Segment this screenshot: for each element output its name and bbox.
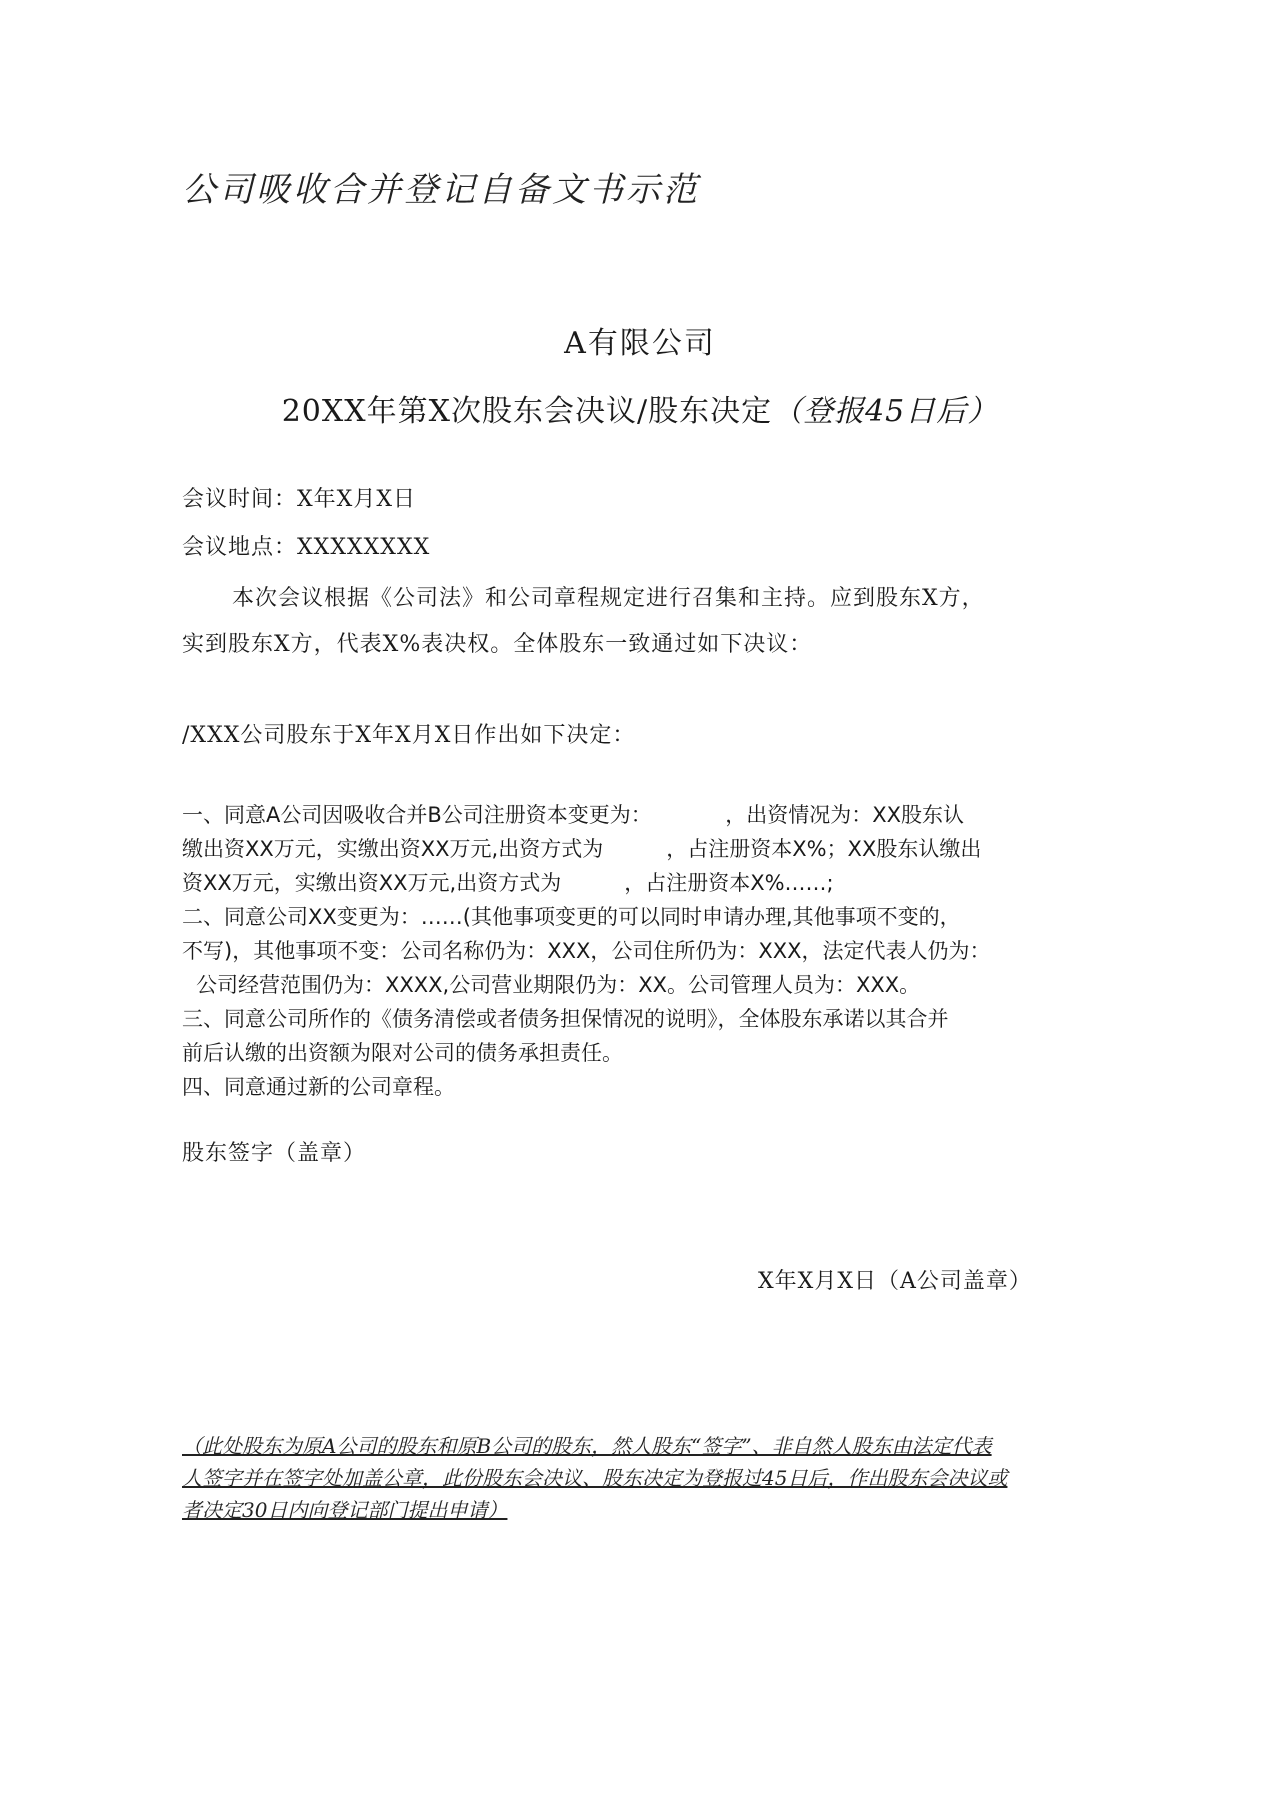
page-header-title: 公司吸收合并登记自备文书示范: [182, 170, 700, 210]
intro-line: 本次会议根据《公司法》和公司章程规定进行召集和主持。应到股东X方，: [232, 586, 985, 611]
resolution-title-text: 20XX年第X次股东会决议/股东决定: [281, 394, 773, 429]
resolution-items: [182, 798, 1122, 1104]
resolution-title: [0, 386, 1280, 430]
shareholder-signature-label: 股东签字（盖章）: [182, 1141, 367, 1166]
meeting-time: 会议时间：X年X月X日: [182, 487, 416, 512]
resolution-item-line: 二、同意公司XX变更为：……(其他事项变更的可以同时申请办理,其他事项不变的，: [182, 905, 961, 929]
footnote: [182, 1430, 1122, 1526]
resolution-item-line: 公司经营范围仍为：XXXX,公司营业期限仍为：XX。公司管理人员为：XXX。: [196, 973, 921, 997]
resolution-item-line: 资XX万元，实缴出资XX万元,出资方式为 ，占注册资本X%……;: [182, 871, 834, 895]
intro-paragraph: [182, 576, 1082, 668]
footnote-line: （此处股东为原A公司的股东和原B公司的股东，然人股东“签字”、非自然人股东由法定代表: [182, 1434, 992, 1458]
resolution-item-line: 前后认缴的出资额为限对公司的债务承担责任。: [182, 1041, 623, 1065]
footnote-line: 人签字并在签字处加盖公章，此份股东会决议、股东决定为登报过45日后，作出股东会决议或: [182, 1466, 1008, 1490]
date-seal-line: X年X月X日（A公司盖章）: [758, 1269, 1032, 1294]
resolution-item-line: 四、同意通过新的公司章程。: [182, 1075, 455, 1099]
meeting-place: 会议地点：XXXXXXXX: [182, 535, 431, 560]
resolution-item-line: 缴出资XX万元，实缴出资XX万元,出资方式为 ，占注册资本X%；XX股东认缴出: [182, 837, 982, 861]
resolution-item-line: 三、同意公司所作的《债务清偿或者债务担保情况的说明》，全体股东承诺以其合并: [182, 1007, 949, 1031]
resolution-item-line: 一、同意A公司因吸收合并B公司注册资本变更为： ，出资情况为：XX股东认: [182, 803, 965, 827]
resolution-item-line: 不写)，其他事项不变：公司名称仍为：XXX，公司住所仍为：XXX，法定代表人仍为：: [182, 939, 991, 963]
resolution-title-note: （登报45日后）: [772, 394, 999, 429]
footnote-line: 者决定30日内向登记部门提出申请）: [182, 1498, 508, 1522]
company-name-heading: A有限公司: [564, 326, 716, 361]
intro-line: 实到股东X方，代表X%表决权。全体股东一致通过如下决议：: [182, 632, 813, 657]
alt-decision-line: /XXX公司股东于X年X月X日作出如下决定：: [182, 723, 636, 748]
